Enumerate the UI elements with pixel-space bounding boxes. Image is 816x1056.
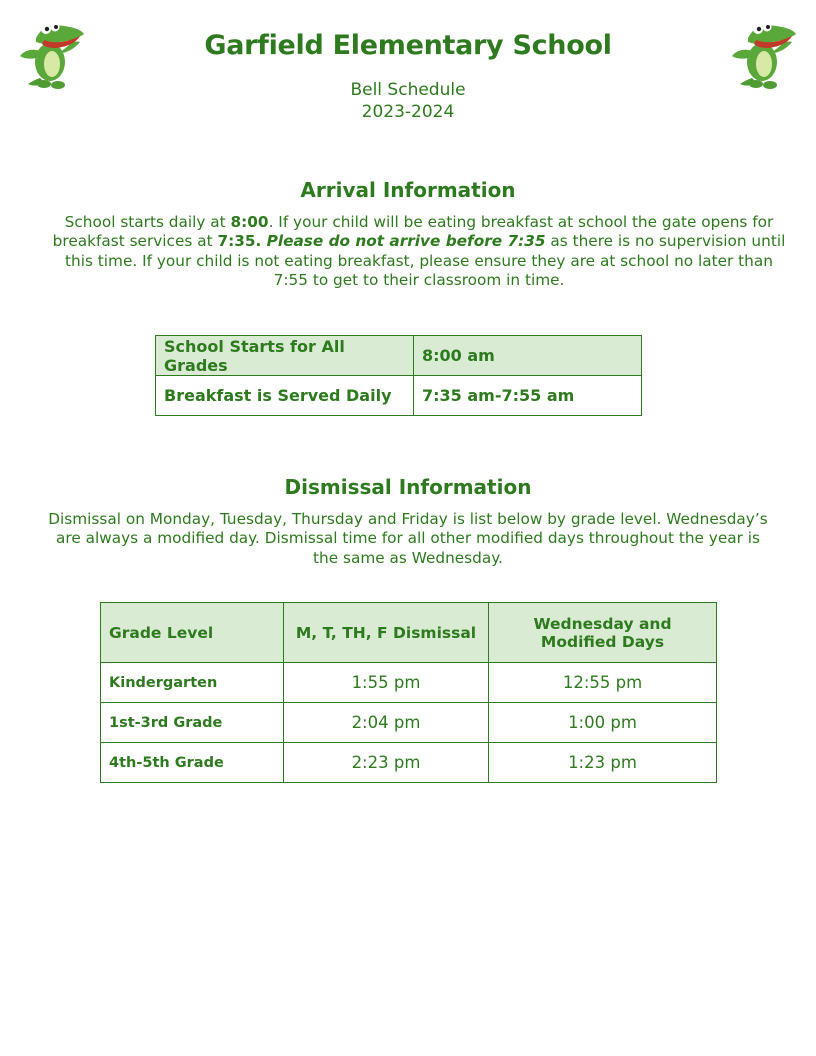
arrival-label: Breakfast is Served Daily bbox=[156, 376, 414, 416]
arrival-start-time: 8:00 bbox=[230, 213, 269, 231]
grade-cell: Kindergarten bbox=[101, 663, 284, 703]
table-row bbox=[101, 663, 717, 703]
arrival-text-2: . If your child will be eating breakfast at school the gate opens for breakfast services at bbox=[52, 213, 774, 251]
arrival-text-1: School starts daily at bbox=[64, 213, 231, 231]
arrival-gate-time: 7:35. bbox=[217, 232, 262, 251]
grade-cell: 4th-5th Grade bbox=[101, 743, 284, 783]
column-header-modified: Wednesday and Modified Days bbox=[489, 603, 717, 663]
table-row bbox=[156, 376, 642, 416]
arrival-table bbox=[155, 335, 642, 416]
regular-dismissal-cell: 1:55 pm bbox=[284, 663, 489, 703]
dismissal-heading: Dismissal Information bbox=[284, 475, 532, 499]
modified-dismissal-cell: 1:00 pm bbox=[489, 703, 717, 743]
arrival-value: 8:00 am bbox=[414, 336, 642, 376]
table-row bbox=[101, 703, 717, 743]
arrival-text-3: as there is no supervision until this time. If your child is not eating breakfast, please ensure they are at school no later than 7:55 to get to their classroom in time. bbox=[65, 232, 786, 289]
school-year: 2023-2024 bbox=[361, 102, 455, 122]
modified-dismissal-cell: 12:55 pm bbox=[489, 663, 717, 703]
dismissal-table bbox=[100, 602, 717, 783]
regular-dismissal-cell: 2:04 pm bbox=[284, 703, 489, 743]
arrival-paragraph bbox=[52, 213, 786, 290]
arrival-label: School Starts for All Grades bbox=[156, 336, 414, 376]
regular-dismissal-cell: 2:23 pm bbox=[284, 743, 489, 783]
dismissal-paragraph: Dismissal on Monday, Tuesday, Thursday and Friday is list below by grade level. Wednesday’s are always a modified day. Dismissal time for all other modified days throughout the year is the same as Wednesday. bbox=[48, 510, 768, 567]
grade-cell: 1st-3rd Grade bbox=[101, 703, 284, 743]
table-row bbox=[156, 336, 642, 376]
page-title: Garfield Elementary School bbox=[204, 30, 612, 61]
table-header-row bbox=[101, 603, 717, 663]
column-header-regular: M, T, TH, F Dismissal bbox=[284, 603, 489, 663]
table-row bbox=[101, 743, 717, 783]
arrival-warning: Please do not arrive before 7:35 bbox=[261, 232, 546, 251]
column-header-grade: Grade Level bbox=[101, 603, 284, 663]
page-subtitle: Bell Schedule bbox=[350, 80, 466, 100]
modified-dismissal-cell: 1:23 pm bbox=[489, 743, 717, 783]
arrival-value: 7:35 am-7:55 am bbox=[414, 376, 642, 416]
arrival-heading: Arrival Information bbox=[300, 178, 516, 202]
